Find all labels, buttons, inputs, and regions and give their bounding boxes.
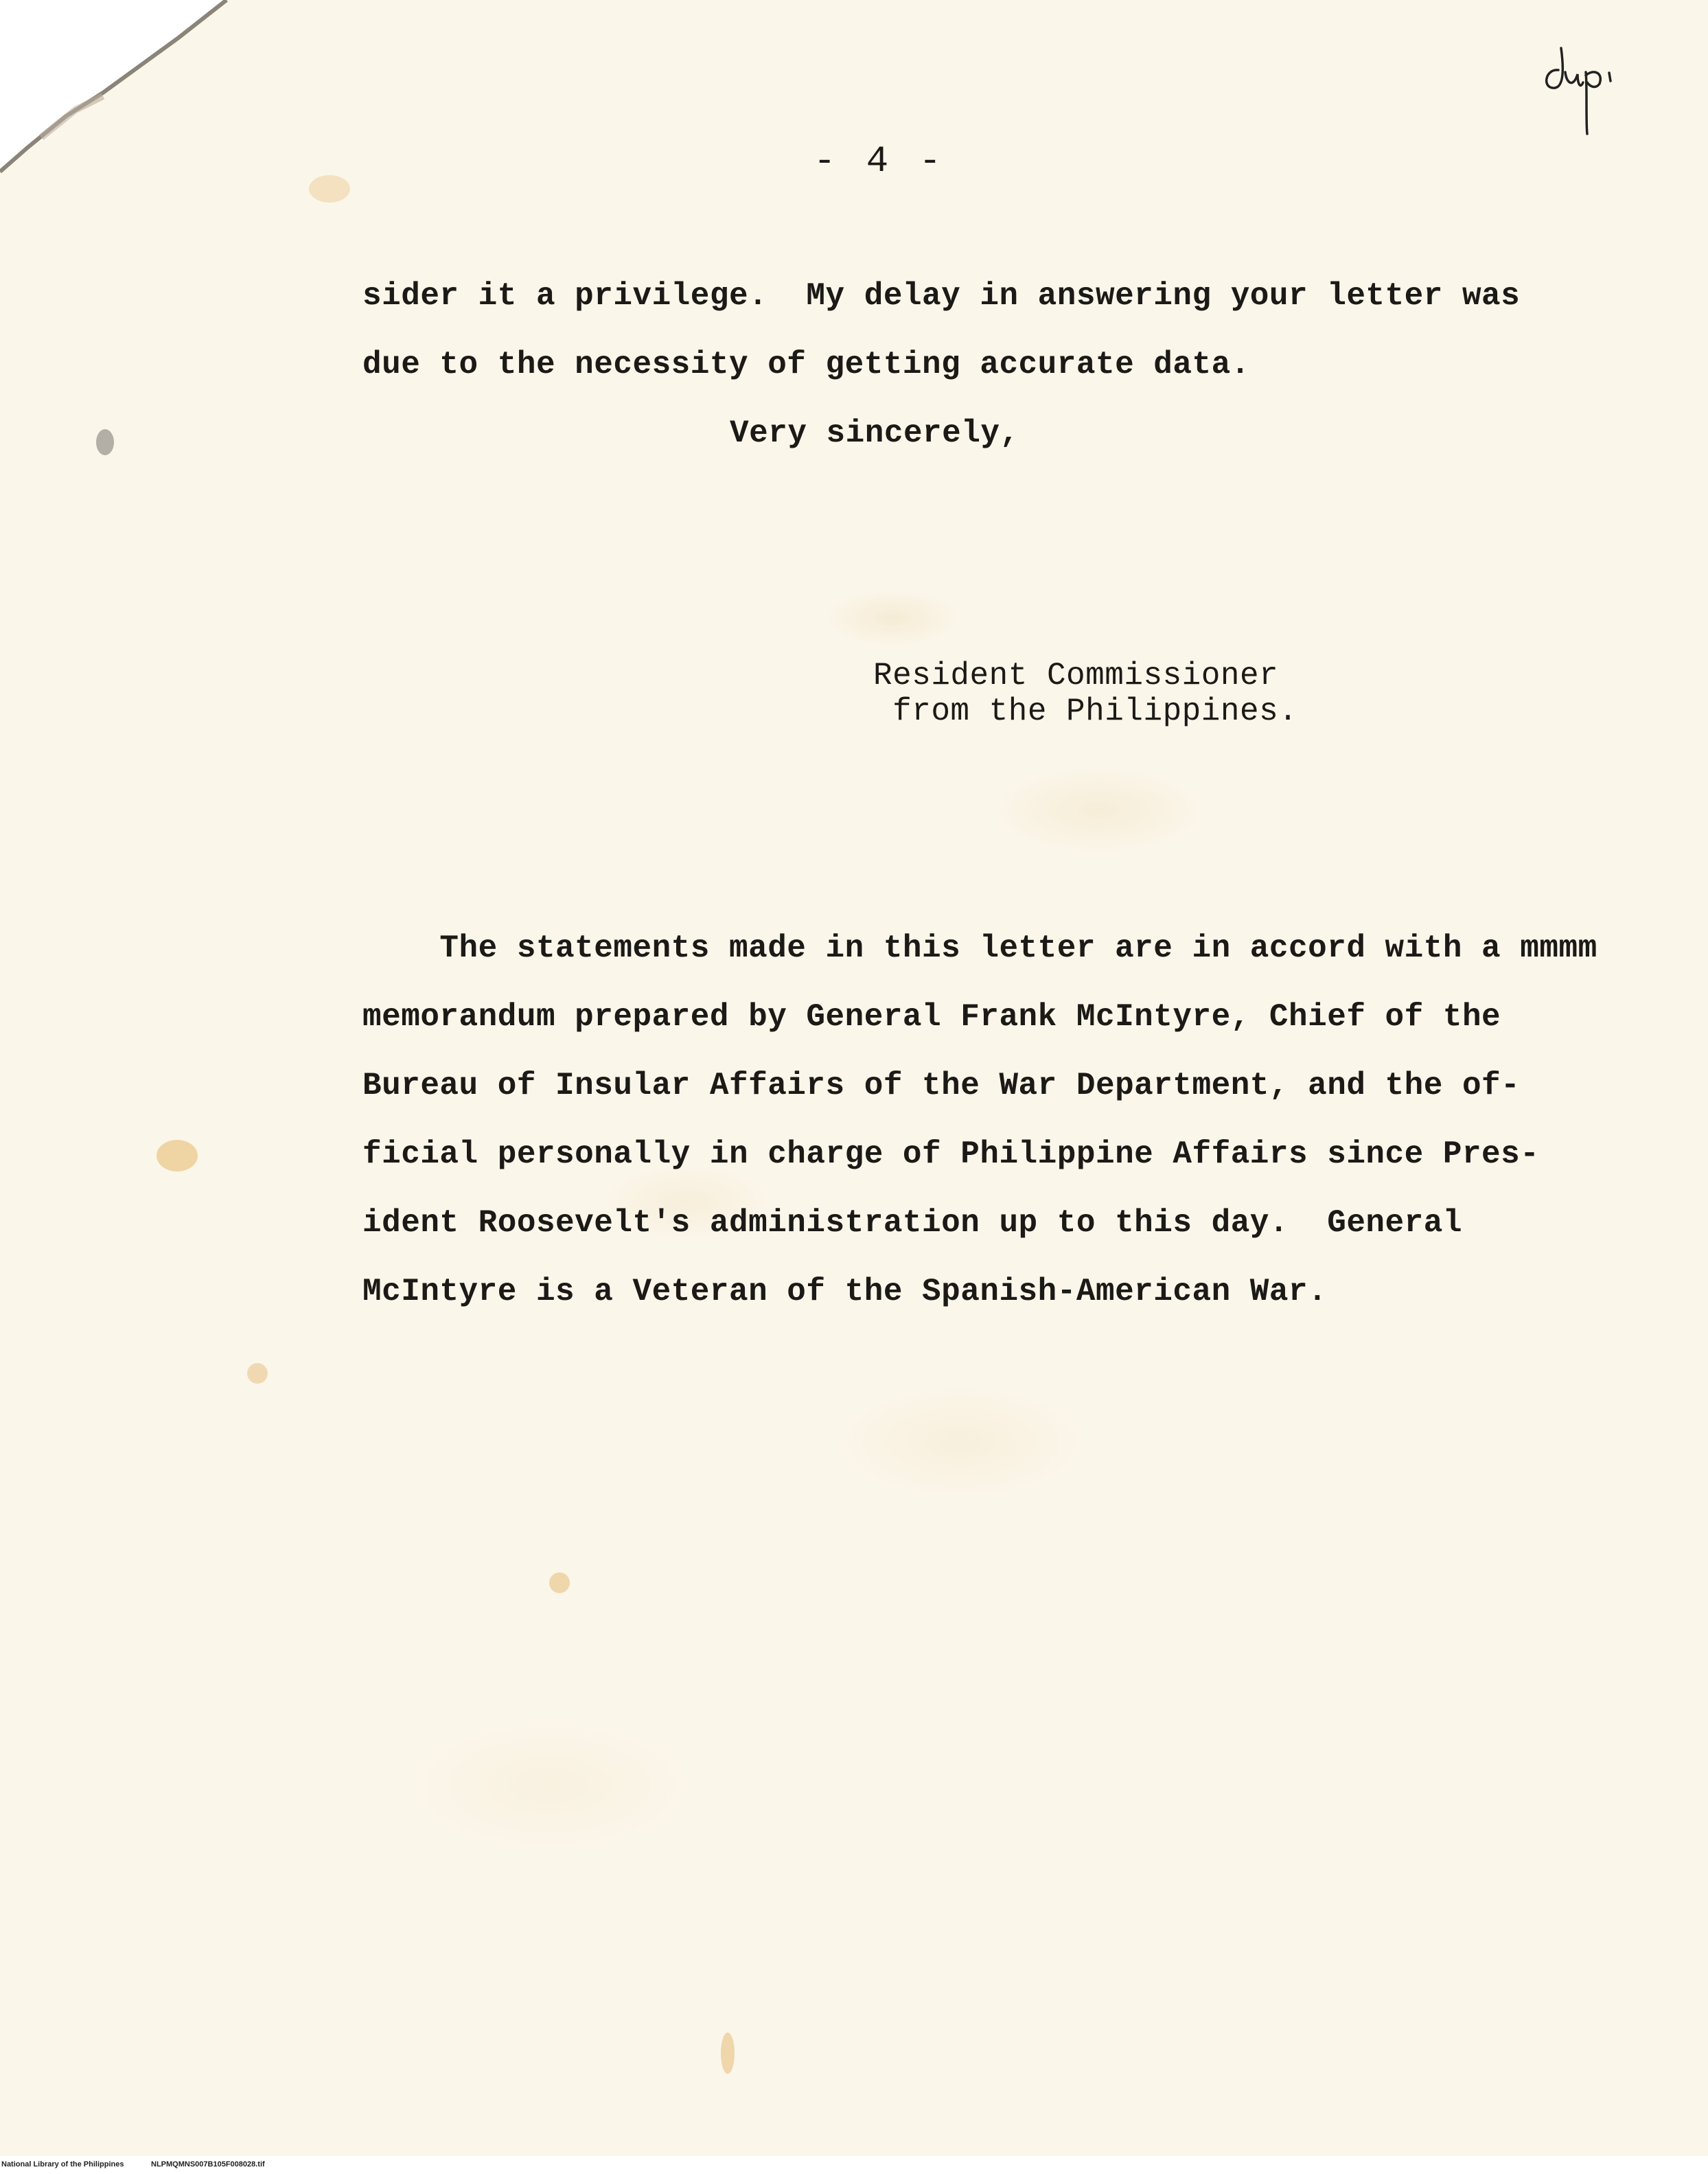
folded-corner: [0, 0, 233, 179]
letter-line: due to the necessity of getting accurate data.: [362, 347, 1250, 382]
page-number: - 4 -: [813, 141, 946, 183]
note-line: The statements made in this letter are in accord with a mmmm: [362, 930, 1597, 966]
letter-closing: Very sincerely,: [730, 415, 1019, 451]
handwritten-annotation: [1538, 41, 1627, 137]
stain: [96, 429, 114, 455]
scan-footer: [0, 2156, 1708, 2174]
footer-filename: NLPMQMNS007B105F008028.tif: [151, 2160, 265, 2169]
note-line: McIntyre is a Veteran of the Spanish-American War.: [362, 1274, 1328, 1309]
signature-title-line: Resident Commissioner: [873, 658, 1279, 694]
note-line: Bureau of Insular Affairs of the War Department, and the of-: [362, 1068, 1521, 1103]
stain: [721, 2033, 735, 2074]
stain: [157, 1140, 198, 1171]
stain: [247, 1363, 268, 1384]
note-line: ficial personally in charge of Philippine Affairs since Pres-: [362, 1136, 1540, 1172]
footer-institution: National Library of the Philippines: [1, 2160, 124, 2169]
stain: [309, 175, 350, 203]
note-line: ident Roosevelt's administration up to this day. General: [362, 1205, 1462, 1241]
note-line: memorandum prepared by General Frank McIntyre, Chief of the: [362, 999, 1501, 1035]
letter-line: sider it a privilege. My delay in answering your letter was: [362, 278, 1521, 314]
stain: [549, 1572, 570, 1593]
signature-title-line: from the Philippines.: [873, 694, 1298, 729]
